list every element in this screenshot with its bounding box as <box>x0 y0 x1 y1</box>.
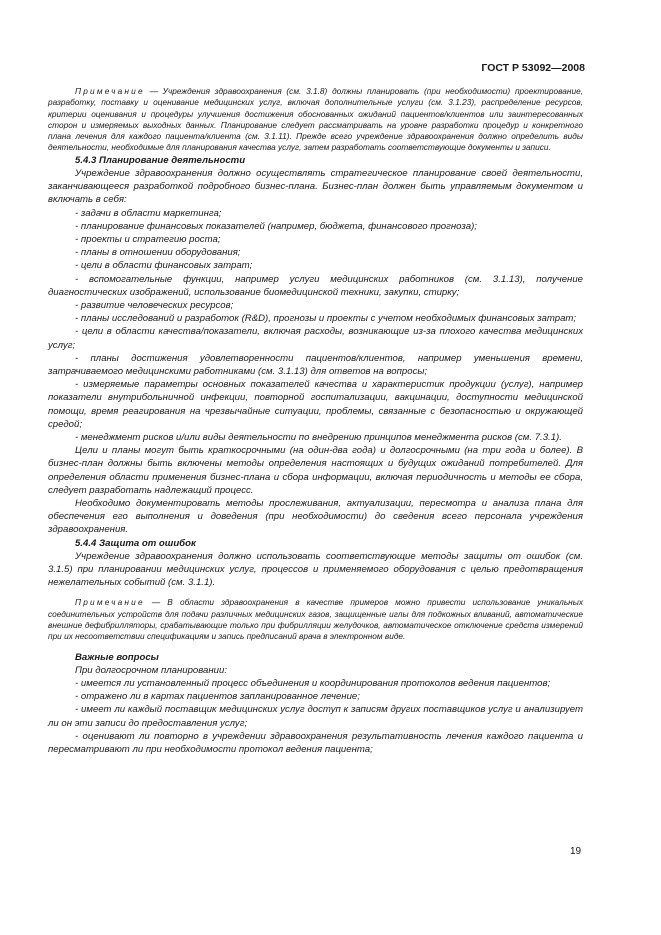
list-item: - проекты и стратегию роста; <box>75 234 221 245</box>
note-text: — Учреждения здравоохранения (см. 3.1.8) должны планировать (при необходимости) проектирование, разработку, поставку и оценивание медицинских услуг, включая дополнительные услуги (см. 3.1.23), распределение ресурсов, критерии оценивания и процедуры улучшения достижения обоснованных ожиданий пациентов/клиентов или заинтересованных сторон и измеряемых выходных данных. Планирование следует рассматривать на уровне разработки процедур и конкретного плана лечения для каждого пациента/клиента (см. 3.1.11). Прежде всего учреждение здравоохранения должно определить виды деятельности, необходимые для планирования качества услуг, затем разработать соответствующие документы и записи. <box>48 86 583 153</box>
list-item: - имеет ли каждый поставщик медицинских услуг доступ к записям других поставщиков услуг и анализирует ли он эти записи до предоставления услуг; <box>48 704 583 729</box>
note-label: Примечание <box>75 86 145 96</box>
list-item: - планирование финансовых показателей (например, бюджета, финансового прогноза); <box>75 220 477 232</box>
list-item: - планы исследований и разработок (R&D), прогнозы и проекты с учетом необходимых финансовых затрат; <box>75 313 577 325</box>
list-item: - менеджмент рисков и/или виды деятельности по внедрению принципов менеджмента рисков (см. 7.3.1). <box>75 432 562 444</box>
list-item: - вспомогательные функции, например услуги медицинских работников (см. 3.1.13), получение диагностических изображений, использование биомедицинской техники, закупки, стирку; <box>48 273 583 298</box>
list-item: - цели в области качества/показатели, включая расходы, возникающие из-за плохого качества медицинских услуг; <box>48 326 583 351</box>
note-label: Примечание <box>75 597 145 608</box>
paragraph: Учреждение здравоохранения должно осуществлять стратегическое планирование своей деятельности, заканчивающееся разработкой подробного бизнес-плана. Бизнес-план должен быть управляемым документом и включать в себя: <box>48 167 583 206</box>
paragraph: Учреждение здравоохранения должно использовать соответствующие методы защиты от ошибок (см. 3.1.5) при планировании медицинских услуг, процессов и применяемого оборудования с целью предотвращения нежелательных событий (см. 3.1.1). <box>48 550 583 589</box>
note-text: — В области здравоохранения в качестве примеров можно привести использование уникальных соединительных устройств для подачи различных медицинских газов, защищенные иглы для подкожных вливаний, автоматические внешние дефибрилляторы, срабатывающие только при фибрилляции желудочков, автоматическое отключение средств измерений при их несоответствии спецификациям и запись предписаний врача в электронном виде. <box>48 597 583 642</box>
list-item: - цели в области финансовых затрат; <box>75 260 253 272</box>
paragraph: Необходимо документировать методы прослеживания, актуализации, пересмотра и анализа плана для обеспечения его выполнения и доведения (при необходимости) до сведения всего персонала учреждения здравоохранения. <box>48 498 583 536</box>
list-item: - оценивают ли повторно в учреждении здравоохранения результативность лечения каждого пациента и пересматривают ли при необходимости протокол ведения пациента; <box>48 730 583 756</box>
paragraph: При долгосрочном планировании: <box>75 664 228 676</box>
list-item: - отражено ли в картах пациентов запланированное лечение; <box>75 691 360 703</box>
list-item: - задачи в области маркетинга; <box>75 207 222 219</box>
paragraph: Цели и планы могут быть краткосрочными (на один-два года) и долгосрочными (на три года и более). В бизнес-план должны быть включены методы определения настоящих и будущих ожиданий потребителей. Для определения области применения бизнес-плана и сбора информации, включая периодичность и методы ее сбора, следует разработать надлежащий процесс. <box>48 445 583 496</box>
questions-heading: Важные вопросы <box>75 651 159 663</box>
list-item: - планы в отношении оборудования; <box>75 247 241 259</box>
list-item: - имеется ли установленный процесс объединения и координирования протоколов ведения пациентов; <box>75 678 551 690</box>
section-heading-5-4-3: 5.4.3 Планирование деятельности <box>75 154 246 166</box>
page-number: 19 <box>570 846 582 857</box>
list-item: - планы достижения удовлетворенности пациентов/клиентов, например уменьшения времени, затрачиваемого медицинскими работниками (см. 3.1.13) для ответов на вопросы; <box>48 352 583 378</box>
standard-number: ГОСТ Р 53092—2008 <box>481 62 585 74</box>
page-body <box>48 86 583 756</box>
note-error-protection <box>48 597 583 642</box>
section-heading-5-4-4: 5.4.4 Защита от ошибок <box>75 537 196 549</box>
list-item: - измеряемые параметры основных показателей качества и характеристик продукции (услуг), например показатели внутрибольничной инфекции, повторной госпитализации, вакцинации, доступности медицинской помощи, время реагирования на чрезвычайные ситуации, проблемы, связанные с безопасностью и окружающей средой; <box>48 379 583 430</box>
list-item: - развитие человеческих ресурсов; <box>75 300 234 312</box>
note-planning <box>48 86 583 154</box>
